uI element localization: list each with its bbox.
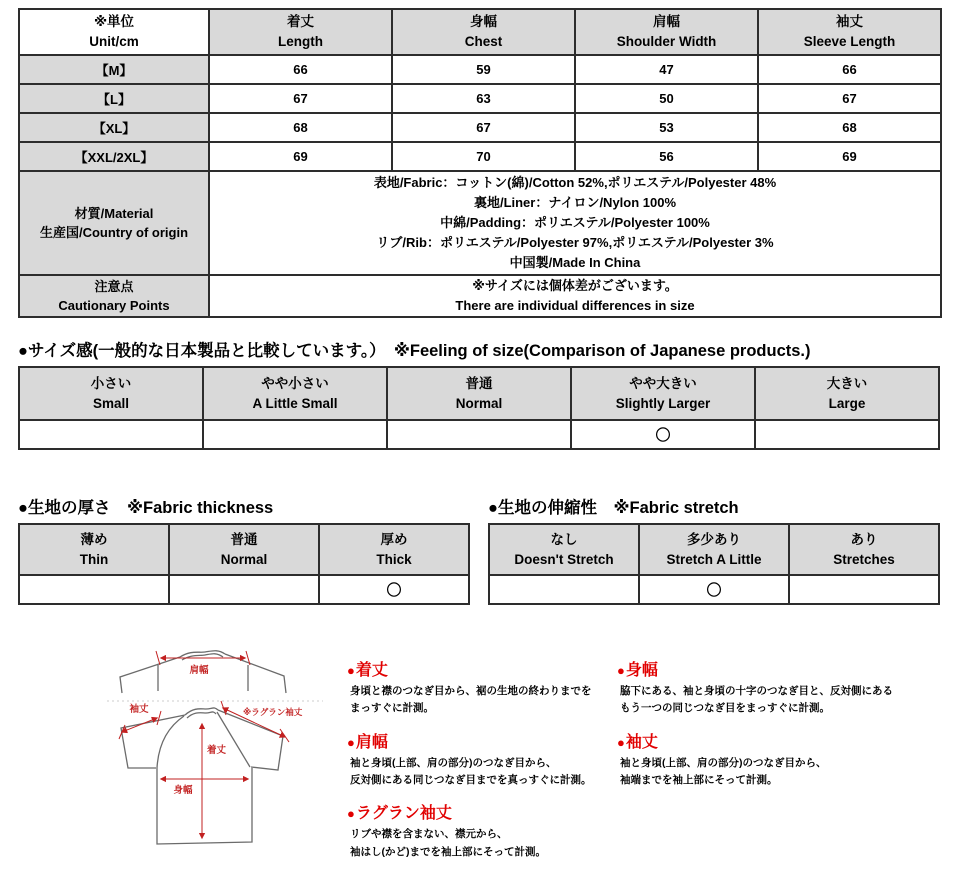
stretch-cell-selected: 〇 (639, 575, 789, 604)
col-ja: 着丈 (287, 14, 314, 30)
thickness-value-row (19, 575, 469, 604)
diagram-label-raglan-sleeve: ※ラグラン袖丈 (243, 707, 303, 717)
material-label-ja: 材質/Material (74, 206, 154, 221)
size-row-l (19, 84, 941, 113)
stretch-col-stretches: あり Stretches (789, 524, 939, 575)
feel-value-row (19, 420, 939, 449)
feel-header-row (19, 367, 939, 420)
size-row-xxl (19, 142, 941, 171)
diagram-label-length: 着丈 (207, 745, 227, 756)
value-cell: 68 (758, 113, 941, 142)
measure-item-chest (617, 657, 923, 718)
red-bullet-icon: ● (347, 734, 355, 750)
size-row-xl (19, 113, 941, 142)
col-ja: 身幅 (470, 14, 497, 30)
value-cell: 66 (758, 55, 941, 84)
fabric-thickness-section (18, 494, 470, 605)
material-line: 中綿/Padding：ポリエステル/Polyester 100% (440, 215, 710, 230)
thickness-col-normal: 普通 Normal (169, 524, 319, 575)
col-ja: 肩幅 (653, 14, 680, 30)
unit-header-cell (19, 9, 209, 55)
col-en: Chest (464, 34, 503, 49)
fabric-stretch-section (488, 494, 940, 605)
caution-line-ja: ※サイズには個体差がございます。 (472, 278, 678, 293)
value-cell: 67 (758, 84, 941, 113)
measure-item-desc: まっすぐに計測。 (350, 702, 434, 715)
measure-item-desc: 袖はし(かど)までを袖上部にそって計測。 (350, 845, 546, 858)
measure-item-title: 肩幅 (355, 733, 388, 751)
col-ja: 袖丈 (836, 14, 863, 30)
feel-cell (19, 420, 203, 449)
material-row (19, 171, 941, 275)
measure-item-desc: 袖と身頃(上部、肩の部分)のつなぎ目から、 (620, 756, 827, 769)
measure-item-title: ラグラン袖丈 (355, 805, 452, 823)
thickness-header-row (19, 524, 469, 575)
value-cell: 53 (575, 113, 758, 142)
material-line: 表地/Fabric：コットン(綿)/Cotton 52%,ポリエステル/Polyester 48% (373, 175, 777, 190)
unit-ja: ※単位 (93, 14, 135, 30)
stretch-cell (789, 575, 939, 604)
value-cell: 68 (209, 113, 392, 142)
measure-guide-column-2 (617, 637, 923, 882)
value-cell: 50 (575, 84, 758, 113)
stretch-header-row (489, 524, 939, 575)
size-row-m (19, 55, 941, 84)
sleeve-arrow (122, 718, 157, 732)
thickness-col-thick: 厚め Thick (319, 524, 469, 575)
caution-line-en: There are individual differences in size (455, 298, 695, 313)
size-label: 【L】 (19, 84, 209, 113)
material-line: 中国製/Made In China (509, 255, 641, 270)
thickness-table (18, 523, 470, 605)
red-bullet-icon: ● (617, 663, 625, 678)
thickness-cell (19, 575, 169, 604)
diagram-label-sleeve-length: 袖丈 (129, 704, 149, 715)
unit-en: Unit/cm (89, 34, 139, 49)
material-label-cell (19, 171, 209, 275)
thickness-col-thin: 薄め Thin (19, 524, 169, 575)
caution-content-cell (209, 275, 941, 317)
value-cell: 70 (392, 142, 575, 171)
value-cell: 66 (209, 55, 392, 84)
thickness-cell (169, 575, 319, 604)
diagram-label-shoulder-width: 肩幅 (189, 665, 209, 676)
measure-item-desc: 脇下にある、袖と身頃の十字のつなぎ目と、反対側にある (620, 685, 893, 697)
size-label: 【M】 (19, 55, 209, 84)
feel-cell (387, 420, 571, 449)
value-cell: 59 (392, 55, 575, 84)
size-feel-table (18, 366, 940, 450)
measure-item-title: 着丈 (355, 662, 388, 679)
col-en: Sleeve Length (803, 34, 896, 49)
thickness-cell-selected: 〇 (319, 575, 469, 604)
feel-col-small: 小さい Small (19, 367, 203, 420)
col-header-sleeve (758, 9, 941, 55)
caution-row (19, 275, 941, 317)
red-bullet-icon: ● (347, 806, 355, 822)
feel-col-large: 大きい Large (755, 367, 939, 420)
value-cell: 63 (392, 84, 575, 113)
measure-item-desc: 袖と身頃(上部、肩の部分)のつなぎ目から、 (350, 756, 557, 769)
measure-guide-section (18, 637, 942, 882)
value-cell: 47 (575, 55, 758, 84)
size-label: 【XL】 (19, 113, 209, 142)
col-header-chest (392, 9, 575, 55)
measure-item-raglan (347, 800, 603, 861)
measure-item-length (347, 657, 603, 718)
value-cell: 69 (209, 142, 392, 171)
stretch-col-little: 多少あり Stretch A Little (639, 524, 789, 575)
col-en: Length (278, 34, 323, 49)
measure-item-desc: 袖端までを袖上部にそって計測。 (620, 773, 778, 786)
material-label-en: 生産国/Country of origin (39, 225, 189, 240)
spec-header-row (19, 9, 941, 55)
size-feel-heading: ●サイズ感(一般的な日本製品と比較しています。） ※Feeling of size(Comparison of Japanese products.) (18, 342, 811, 360)
size-label: 【XXL/2XL】 (19, 142, 209, 171)
stretch-heading: ●生地の伸縮性 ※Fabric stretch (488, 499, 739, 517)
col-header-shoulder (575, 9, 758, 55)
shoulder-width-arrow (156, 651, 250, 665)
value-cell: 67 (392, 113, 575, 142)
caution-label-cell (19, 275, 209, 317)
red-bullet-icon: ● (617, 734, 625, 750)
feel-cell (755, 420, 939, 449)
material-content-cell (209, 171, 941, 275)
stretch-col-none: なし Doesn't Stretch (489, 524, 639, 575)
stretch-table (488, 523, 940, 605)
value-cell: 67 (209, 84, 392, 113)
feel-col-little-small: やや小さい A Little Small (203, 367, 387, 420)
stretch-value-row (489, 575, 939, 604)
col-en: Shoulder Width (616, 34, 717, 49)
measure-item-desc: もう一つの同じつなぎ目をまっすぐに計測。 (620, 702, 830, 715)
measure-item-desc: 身頃と襟のつなぎ目から、裾の生地の終わりまでを (350, 685, 592, 697)
material-line: 裏地/Liner：ナイロン/Nylon 100% (473, 195, 677, 210)
measure-item-shoulder (347, 729, 603, 790)
caution-label-en: Cautionary Points (58, 298, 170, 313)
measure-item-title: 袖丈 (625, 733, 658, 751)
feel-cell-selected: 〇 (571, 420, 755, 449)
feel-cell (203, 420, 387, 449)
measure-arrows-bottom (119, 701, 289, 838)
measure-guide-column-1 (347, 637, 603, 882)
garment-diagram (95, 637, 335, 882)
measure-item-sleeve (617, 729, 923, 790)
thickness-heading: ●生地の厚さ ※Fabric thickness (18, 499, 274, 517)
diagram-label-chest: 身幅 (173, 785, 193, 796)
value-cell: 69 (758, 142, 941, 171)
measure-item-desc: 反対側にある同じつなぎ目までを真っすぐに計測。 (350, 773, 592, 786)
material-line: リブ/Rib：ポリエステル/Polyester 97%,ポリエステル/Polyester 3% (376, 235, 774, 250)
feel-col-normal: 普通 Normal (387, 367, 571, 420)
value-cell: 56 (575, 142, 758, 171)
feel-col-slightly-larger: やや大きい Slightly Larger (571, 367, 755, 420)
col-header-length (209, 9, 392, 55)
measure-item-desc: リブや襟を含まない、襟元から、 (350, 828, 508, 841)
size-spec-table (18, 8, 942, 318)
red-bullet-icon: ● (347, 663, 355, 678)
stretch-cell (489, 575, 639, 604)
caution-label-ja: 注意点 (94, 279, 134, 294)
measure-item-title: 身幅 (625, 662, 658, 679)
